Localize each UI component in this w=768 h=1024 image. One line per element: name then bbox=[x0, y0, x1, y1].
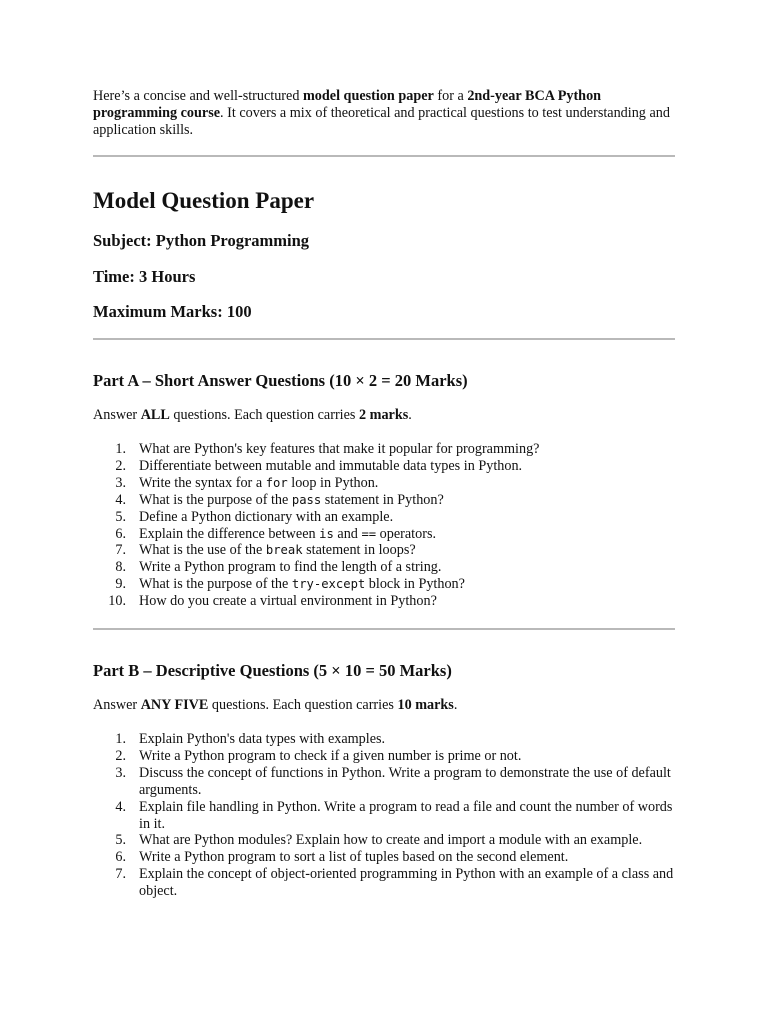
question-text: Explain the difference between bbox=[139, 525, 320, 542]
question-number: 6. bbox=[115, 525, 126, 542]
time-line: Time: 3 Hours bbox=[93, 267, 196, 286]
instr-text: Answer bbox=[93, 407, 141, 423]
question-item bbox=[93, 866, 675, 900]
question-text: operators. bbox=[376, 525, 437, 542]
question-item bbox=[93, 559, 675, 576]
inline-code: pass bbox=[291, 492, 322, 507]
question-number: 5. bbox=[115, 508, 126, 525]
question-item bbox=[93, 731, 675, 748]
intro-text-1: Here’s a concise and well-structured bbox=[93, 88, 303, 104]
question-text: What is the use of the bbox=[139, 542, 266, 559]
question-item bbox=[93, 576, 675, 593]
question-number: 7. bbox=[115, 542, 126, 559]
question-item bbox=[93, 748, 675, 765]
question-text: Write a Python program to sort a list of tuples based on the second element. bbox=[139, 849, 569, 866]
intro-bold-2: 2nd-year BCA Python programming course bbox=[93, 88, 602, 121]
question-text: statement in loops? bbox=[302, 542, 416, 559]
part-b-instructions bbox=[93, 697, 457, 714]
divider bbox=[93, 155, 675, 157]
question-number: 1. bbox=[115, 441, 126, 457]
question-text: Discuss the concept of functions in Python. Write a program to demonstrate the use of default arguments. bbox=[139, 764, 671, 798]
question-item bbox=[93, 849, 675, 866]
subject-line: Subject: Python Programming bbox=[93, 231, 310, 250]
question-item bbox=[93, 799, 675, 833]
question-item bbox=[93, 542, 675, 559]
instr-bold: 2 marks bbox=[358, 407, 409, 423]
inline-code: break bbox=[265, 543, 303, 558]
question-number: 5. bbox=[115, 832, 126, 849]
question-item bbox=[93, 526, 675, 543]
question-text: What are Python's key features that make it popular for programming? bbox=[139, 441, 540, 457]
inline-code: for bbox=[265, 475, 288, 490]
question-number: 4. bbox=[115, 491, 126, 508]
intro-text-2: for a bbox=[433, 88, 468, 104]
question-text: Explain the concept of object-oriented programming in Python with an example of a class and object. bbox=[139, 866, 674, 900]
question-number: 6. bbox=[115, 849, 126, 866]
question-item bbox=[93, 765, 675, 799]
question-text: Write the syntax for a bbox=[139, 474, 266, 491]
question-number: 10. bbox=[108, 593, 126, 610]
question-number: 8. bbox=[115, 559, 126, 576]
question-text: What is the purpose of the bbox=[139, 491, 292, 508]
question-number: 1. bbox=[115, 731, 126, 747]
question-item bbox=[93, 475, 675, 492]
question-text: Write a Python program to check if a given number is prime or not. bbox=[139, 747, 522, 764]
inline-code: is bbox=[319, 526, 334, 541]
instr-bold: ANY FIVE bbox=[140, 697, 209, 713]
intro-text-3: . It covers a mix of theoretical and practical questions to test understanding and application skills. bbox=[93, 104, 670, 138]
question-text: Define a Python dictionary with an example. bbox=[139, 508, 394, 525]
intro-bold-1: model question paper bbox=[302, 88, 434, 104]
question-text: statement in Python? bbox=[321, 491, 444, 508]
part-b-question-list bbox=[93, 731, 675, 900]
instr-bold: 10 marks bbox=[397, 697, 454, 713]
part-b-heading: Part B – Descriptive Questions (5 × 10 = 50 Marks) bbox=[93, 661, 452, 680]
part-a-instructions bbox=[93, 407, 412, 424]
question-item bbox=[93, 458, 675, 475]
part-a-question-list bbox=[93, 441, 675, 610]
page-title: Model Question Paper bbox=[93, 188, 315, 213]
question-item bbox=[93, 441, 675, 458]
instr-text: . bbox=[453, 697, 458, 713]
instr-bold: ALL bbox=[140, 407, 170, 423]
question-text: Write a Python program to find the length of a string. bbox=[139, 559, 442, 576]
question-text: Explain Python's data types with examples. bbox=[139, 731, 386, 747]
question-item bbox=[93, 593, 675, 610]
intro-paragraph bbox=[93, 88, 675, 138]
question-text: and bbox=[333, 525, 362, 542]
question-text: What are Python modules? Explain how to create and import a module with an example. bbox=[139, 832, 643, 849]
inline-code: try-except bbox=[291, 577, 366, 592]
divider bbox=[93, 338, 675, 340]
question-text: How do you create a virtual environment in Python? bbox=[139, 593, 437, 610]
question-text: What is the purpose of the bbox=[139, 576, 292, 593]
question-text: block in Python? bbox=[365, 576, 465, 593]
instr-text: Answer bbox=[93, 697, 141, 713]
max-marks-line: Maximum Marks: 100 bbox=[93, 302, 252, 321]
inline-code: == bbox=[361, 526, 377, 541]
instr-text: questions. Each question carries bbox=[169, 407, 359, 423]
question-number: 4. bbox=[115, 798, 126, 815]
instr-text: questions. Each question carries bbox=[208, 697, 398, 713]
question-text: Explain file handling in Python. Write a program to read a file and count the number of words in it. bbox=[139, 798, 673, 832]
question-item bbox=[93, 492, 675, 509]
question-number: 9. bbox=[115, 576, 126, 593]
question-text: loop in Python. bbox=[287, 474, 379, 491]
instr-text: . bbox=[408, 407, 412, 423]
question-number: 3. bbox=[115, 474, 126, 491]
question-number: 7. bbox=[115, 866, 126, 883]
question-number: 2. bbox=[115, 457, 126, 474]
part-a-heading: Part A – Short Answer Questions (10 × 2 = 20 Marks) bbox=[93, 371, 468, 390]
question-text: Differentiate between mutable and immutable data types in Python. bbox=[139, 457, 523, 474]
question-number: 3. bbox=[115, 764, 126, 781]
question-number: 2. bbox=[115, 747, 126, 764]
question-item bbox=[93, 832, 675, 849]
question-item bbox=[93, 509, 675, 526]
divider bbox=[93, 628, 675, 630]
